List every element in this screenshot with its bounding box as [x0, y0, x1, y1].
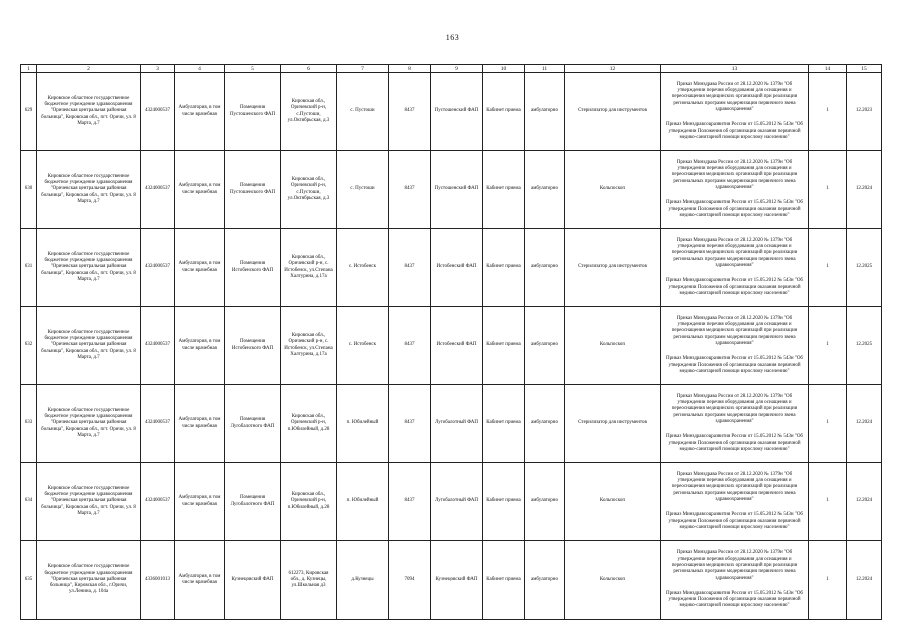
- inn-cell: 4324000537: [141, 385, 175, 463]
- column-header: 5: [225, 65, 281, 73]
- inn-cell: 4324000537: [141, 229, 175, 307]
- facility-type-cell: Амбулатория, в том числе врачебная: [175, 151, 225, 229]
- address-cell: Кировская обл., Оричевский р-н, с. Истобенск, ул.Степана Халтурина, д.17а: [281, 229, 337, 307]
- population-cell: 7094: [389, 541, 431, 620]
- equipment-cell: Кольпоскоп: [565, 541, 661, 620]
- row-number: 635: [21, 541, 37, 620]
- settlement-cell: с. Истобенск: [337, 307, 389, 385]
- row-number: 634: [21, 463, 37, 541]
- organization-cell: Кировское областное государственное бюджетное учреждение здравоохранения "Оричевская центральная районная больница", Кировская обл., пгт. Оричи, ул. 8 Марта, д.7: [37, 307, 141, 385]
- order-1379n-text: Приказ Минздрава России от 28.12.2020 № 1379н "Об утверждении перечня оборудования для оснащения и переоснащения медицинских организаций при реализации региональных программ модернизации первичного звена здравоохранения": [671, 81, 798, 112]
- legal-basis-cell: [661, 73, 809, 151]
- date-cell: 12.2024: [847, 151, 882, 229]
- legal-basis-cell: [661, 385, 809, 463]
- date-cell: 12.2024: [847, 541, 882, 620]
- address-cell: Кировская обл., Оричевский р-н, п.Юбилейный, д.28: [281, 385, 337, 463]
- premises-cell: Помещения Истобенского ФАП: [225, 307, 281, 385]
- settlement-cell: п. Юбилейный: [337, 463, 389, 541]
- order-543n-text: Приказ Минздравсоцразвития России от 15.05.2012 № 543н "Об утверждении Положения об организации оказания первичной медико-санитарной помощи взрослому населению": [666, 512, 803, 530]
- care-form-cell: амбулаторно: [525, 151, 565, 229]
- table-row: [21, 73, 882, 151]
- date-cell: 12.2025: [847, 307, 882, 385]
- inn-cell: 4336001013: [141, 541, 175, 620]
- legal-basis-cell: [661, 463, 809, 541]
- room-cell: Кабинет приема: [483, 385, 525, 463]
- order-543n-text: Приказ Минздравсоцразвития России от 15.05.2012 № 543н "Об утверждении Положения об организации оказания первичной медико-санитарной помощи взрослому населению": [666, 434, 803, 452]
- settlement-cell: с. Истобенск: [337, 229, 389, 307]
- equipment-cell: Кольпоскоп: [565, 463, 661, 541]
- quantity-cell: 1: [809, 385, 847, 463]
- quantity-cell: 1: [809, 151, 847, 229]
- legal-basis-cell: [661, 151, 809, 229]
- order-543n-text: Приказ Минздравсоцразвития России от 15.05.2012 № 543н "Об утверждении Положения об организации оказания первичной медико-санитарной помощи взрослому населению": [666, 278, 803, 296]
- organization-cell: Кировское областное государственное бюджетное учреждение здравоохранения "Оричевская центральная районная больница", Кировская обл., пгт. Оричи, ул. 8 Марта, д.7: [37, 229, 141, 307]
- address-cell: Кировская обл., Оричевский р-н, с.Пустоши, ул.Октябрьская, д.3: [281, 73, 337, 151]
- column-header: 2: [37, 65, 141, 73]
- equipment-cell: Кольпоскоп: [565, 307, 661, 385]
- facility-type-cell: Амбулатория, в том числе врачебная: [175, 73, 225, 151]
- column-header: 9: [431, 65, 483, 73]
- inn-cell: 4324000537: [141, 307, 175, 385]
- quantity-cell: 1: [809, 307, 847, 385]
- unit-cell: Пустошенский ФАП: [431, 73, 483, 151]
- population-cell: 8437: [389, 463, 431, 541]
- population-cell: 8437: [389, 385, 431, 463]
- room-cell: Кабинет приема: [483, 229, 525, 307]
- care-form-cell: амбулаторно: [525, 307, 565, 385]
- order-543n-text: Приказ Минздравсоцразвития России от 15.05.2012 № 543н "Об утверждении Положения об организации оказания первичной медико-санитарной помощи взрослому населению": [666, 356, 803, 374]
- column-header: 12: [565, 65, 661, 73]
- facility-type-cell: Амбулатория, в том числе врачебная: [175, 463, 225, 541]
- legal-basis-cell: [661, 229, 809, 307]
- quantity-cell: 1: [809, 541, 847, 620]
- organization-cell: Кировское областное государственное бюджетное учреждение здравоохранения "Оричевская центральная районная больница", Кировская обл., пгт. Оричи, ул. 8 Марта, д.7: [37, 73, 141, 151]
- table-row: [21, 385, 882, 463]
- row-number: 632: [21, 307, 37, 385]
- column-header: 1: [21, 65, 37, 73]
- room-cell: Кабинет приема: [483, 541, 525, 620]
- address-cell: Кировская обл., Оричевский р-н, с.Пустоши, ул.Октябрьская, д.3: [281, 151, 337, 229]
- table-row: [21, 151, 882, 229]
- equipment-cell: Стерилизатор для инструментов: [565, 229, 661, 307]
- room-cell: Кабинет приема: [483, 463, 525, 541]
- table-row: [21, 307, 882, 385]
- column-header: 11: [525, 65, 565, 73]
- unit-cell: Лугобалотный ФАП: [431, 385, 483, 463]
- date-cell: 12.2023: [847, 73, 882, 151]
- column-header: 10: [483, 65, 525, 73]
- row-number: 629: [21, 73, 37, 151]
- inn-cell: 4324000537: [141, 463, 175, 541]
- care-form-cell: амбулаторно: [525, 229, 565, 307]
- population-cell: 8437: [389, 229, 431, 307]
- population-cell: 8437: [389, 151, 431, 229]
- address-cell: 612273, Кировская обл., д. Кузнецы, ул.Школьная д3: [281, 541, 337, 620]
- date-cell: 12.2025: [847, 229, 882, 307]
- premises-cell: Помещения Пустошенского ФАП: [225, 73, 281, 151]
- date-cell: 12.2024: [847, 463, 882, 541]
- row-number: 630: [21, 151, 37, 229]
- inn-cell: 4324000537: [141, 151, 175, 229]
- column-header: 8: [389, 65, 431, 73]
- row-number: 631: [21, 229, 37, 307]
- care-form-cell: амбулаторно: [525, 73, 565, 151]
- address-cell: Кировская обл., Оричевский р-н, с. Истобенск, ул.Степана Халтурина, д.17а: [281, 307, 337, 385]
- organization-cell: Кировское областное государственное бюджетное учреждение здравоохранения "Оричевская центральная районная больница", Кировская обл., пгт. Оричи, ул. 8 Марта, д.7: [37, 385, 141, 463]
- premises-cell: Помещения Истобенского ФАП: [225, 229, 281, 307]
- unit-cell: Пустошенский ФАП: [431, 151, 483, 229]
- settlement-cell: с. Пустоши: [337, 73, 389, 151]
- equipment-registry-table: [20, 64, 882, 620]
- order-543n-text: Приказ Минздравсоцразвития России от 15.05.2012 № 543н "Об утверждении Положения об организации оказания первичной медико-санитарной помощи взрослому населению": [666, 200, 803, 218]
- care-form-cell: амбулаторно: [525, 463, 565, 541]
- unit-cell: Лугобалотный ФАП: [431, 463, 483, 541]
- inn-cell: 4324000537: [141, 73, 175, 151]
- unit-cell: Кузнецовский ФАП: [431, 541, 483, 620]
- settlement-cell: с. Пустоши: [337, 151, 389, 229]
- organization-cell: Кировское областное государственное бюджетное учреждение здравоохранения "Оричевская центральная районная больница", Кировская обл., пгт. Оричи, ул. 8 Марта, д.7: [37, 151, 141, 229]
- order-1379n-text: Приказ Минздрава России от 28.12.2020 № 1379н "Об утверждении перечня оборудования для оснащения и переоснащения медицинских организаций при реализации региональных программ модернизации первичного звена здравоохранения": [671, 159, 798, 190]
- room-cell: Кабинет приема: [483, 307, 525, 385]
- room-cell: Кабинет приема: [483, 151, 525, 229]
- quantity-cell: 1: [809, 463, 847, 541]
- date-cell: 12.2024: [847, 385, 882, 463]
- table-row: [21, 463, 882, 541]
- population-cell: 8437: [389, 307, 431, 385]
- quantity-cell: 1: [809, 73, 847, 151]
- table-row: [21, 541, 882, 620]
- unit-cell: Истобенский ФАП: [431, 229, 483, 307]
- column-header: 7: [337, 65, 389, 73]
- facility-type-cell: Амбулатория, в том числе врачебная: [175, 307, 225, 385]
- column-header: 15: [847, 65, 882, 73]
- legal-basis-cell: [661, 307, 809, 385]
- order-1379n-text: Приказ Минздрава России от 28.12.2020 № 1379н "Об утверждении перечня оборудования для оснащения и переоснащения медицинских организаций при реализации региональных программ модернизации первичного звена здравоохранения": [671, 315, 798, 346]
- equipment-cell: Кольпоскоп: [565, 151, 661, 229]
- quantity-cell: 1: [809, 229, 847, 307]
- order-543n-text: Приказ Минздравсоцразвития России от 15.05.2012 № 543н "Об утверждении Положения об организации оказания первичной медико-санитарной помощи взрослому населению": [666, 122, 803, 140]
- care-form-cell: амбулаторно: [525, 385, 565, 463]
- settlement-cell: д.Кузнецы: [337, 541, 389, 620]
- address-cell: Кировская обл., Оричевский р-н, п.Юбилейный, д.28: [281, 463, 337, 541]
- order-1379n-text: Приказ Минздрава России от 28.12.2020 № 1379н "Об утверждении перечня оборудования для оснащения и переоснащения медицинских организаций при реализации региональных программ модернизации первичного звена здравоохранения": [671, 237, 798, 268]
- table-row: [21, 229, 882, 307]
- facility-type-cell: Амбулатория, в том числе врачебная: [175, 541, 225, 620]
- premises-cell: Помещения Лугобалотного ФАП: [225, 463, 281, 541]
- order-1379n-text: Приказ Минздрава России от 28.12.2020 № 1379н "Об утверждении перечня оборудования для оснащения и переоснащения медицинских организаций при реализации региональных программ модернизации первичного звена здравоохранения": [671, 471, 798, 502]
- column-header: 4: [175, 65, 225, 73]
- equipment-cell: Стерилизатор для инструментов: [565, 385, 661, 463]
- column-header: 13: [661, 65, 809, 73]
- settlement-cell: п. Юбилейный: [337, 385, 389, 463]
- population-cell: 8437: [389, 73, 431, 151]
- legal-basis-cell: [661, 541, 809, 620]
- row-number: 633: [21, 385, 37, 463]
- premises-cell: Помещения Пустошенского ФАП: [225, 151, 281, 229]
- facility-type-cell: Амбулатория, в том числе врачебная: [175, 385, 225, 463]
- column-header: 14: [809, 65, 847, 73]
- room-cell: Кабинет приема: [483, 73, 525, 151]
- premises-cell: Помещения Лугобалотного ФАП: [225, 385, 281, 463]
- order-1379n-text: Приказ Минздрава России от 28.12.2020 № 1379н "Об утверждении перечня оборудования для оснащения и переоснащения медицинских организаций при реализации региональных программ модернизации первичного звена здравоохранения": [671, 550, 798, 581]
- organization-cell: Кировское областное государственное бюджетное учреждение здравоохранения "Оричевская центральная районная больница", Кировская обл., пгт. Оричи, ул. 8 Марта, д.7: [37, 463, 141, 541]
- order-543n-text: Приказ Минздравсоцразвития России от 15.05.2012 № 543н "Об утверждении Положения об организации оказания первичной медико-санитарной помощи взрослому населению": [666, 590, 803, 609]
- column-number-row: [21, 65, 882, 73]
- column-header: 6: [281, 65, 337, 73]
- facility-type-cell: Амбулатория, в том числе врачебная: [175, 229, 225, 307]
- unit-cell: Истобенский ФАП: [431, 307, 483, 385]
- page-number: 163: [445, 33, 460, 42]
- organization-cell: Кировское областное государственное бюджетное учреждение здравоохранения "Оричевская центральная районная больница", Кировская обл., г.Оричи, ул.Ленина, д. 104а: [37, 541, 141, 620]
- order-1379n-text: Приказ Минздрава России от 28.12.2020 № 1379н "Об утверждении перечня оборудования для оснащения и переоснащения медицинских организаций при реализации региональных программ модернизации первичного звена здравоохранения": [671, 393, 798, 424]
- column-header: 3: [141, 65, 175, 73]
- equipment-cell: Стерилизатор для инструментов: [565, 73, 661, 151]
- care-form-cell: амбулаторно: [525, 541, 565, 620]
- premises-cell: Кузнецовский ФАП: [225, 541, 281, 620]
